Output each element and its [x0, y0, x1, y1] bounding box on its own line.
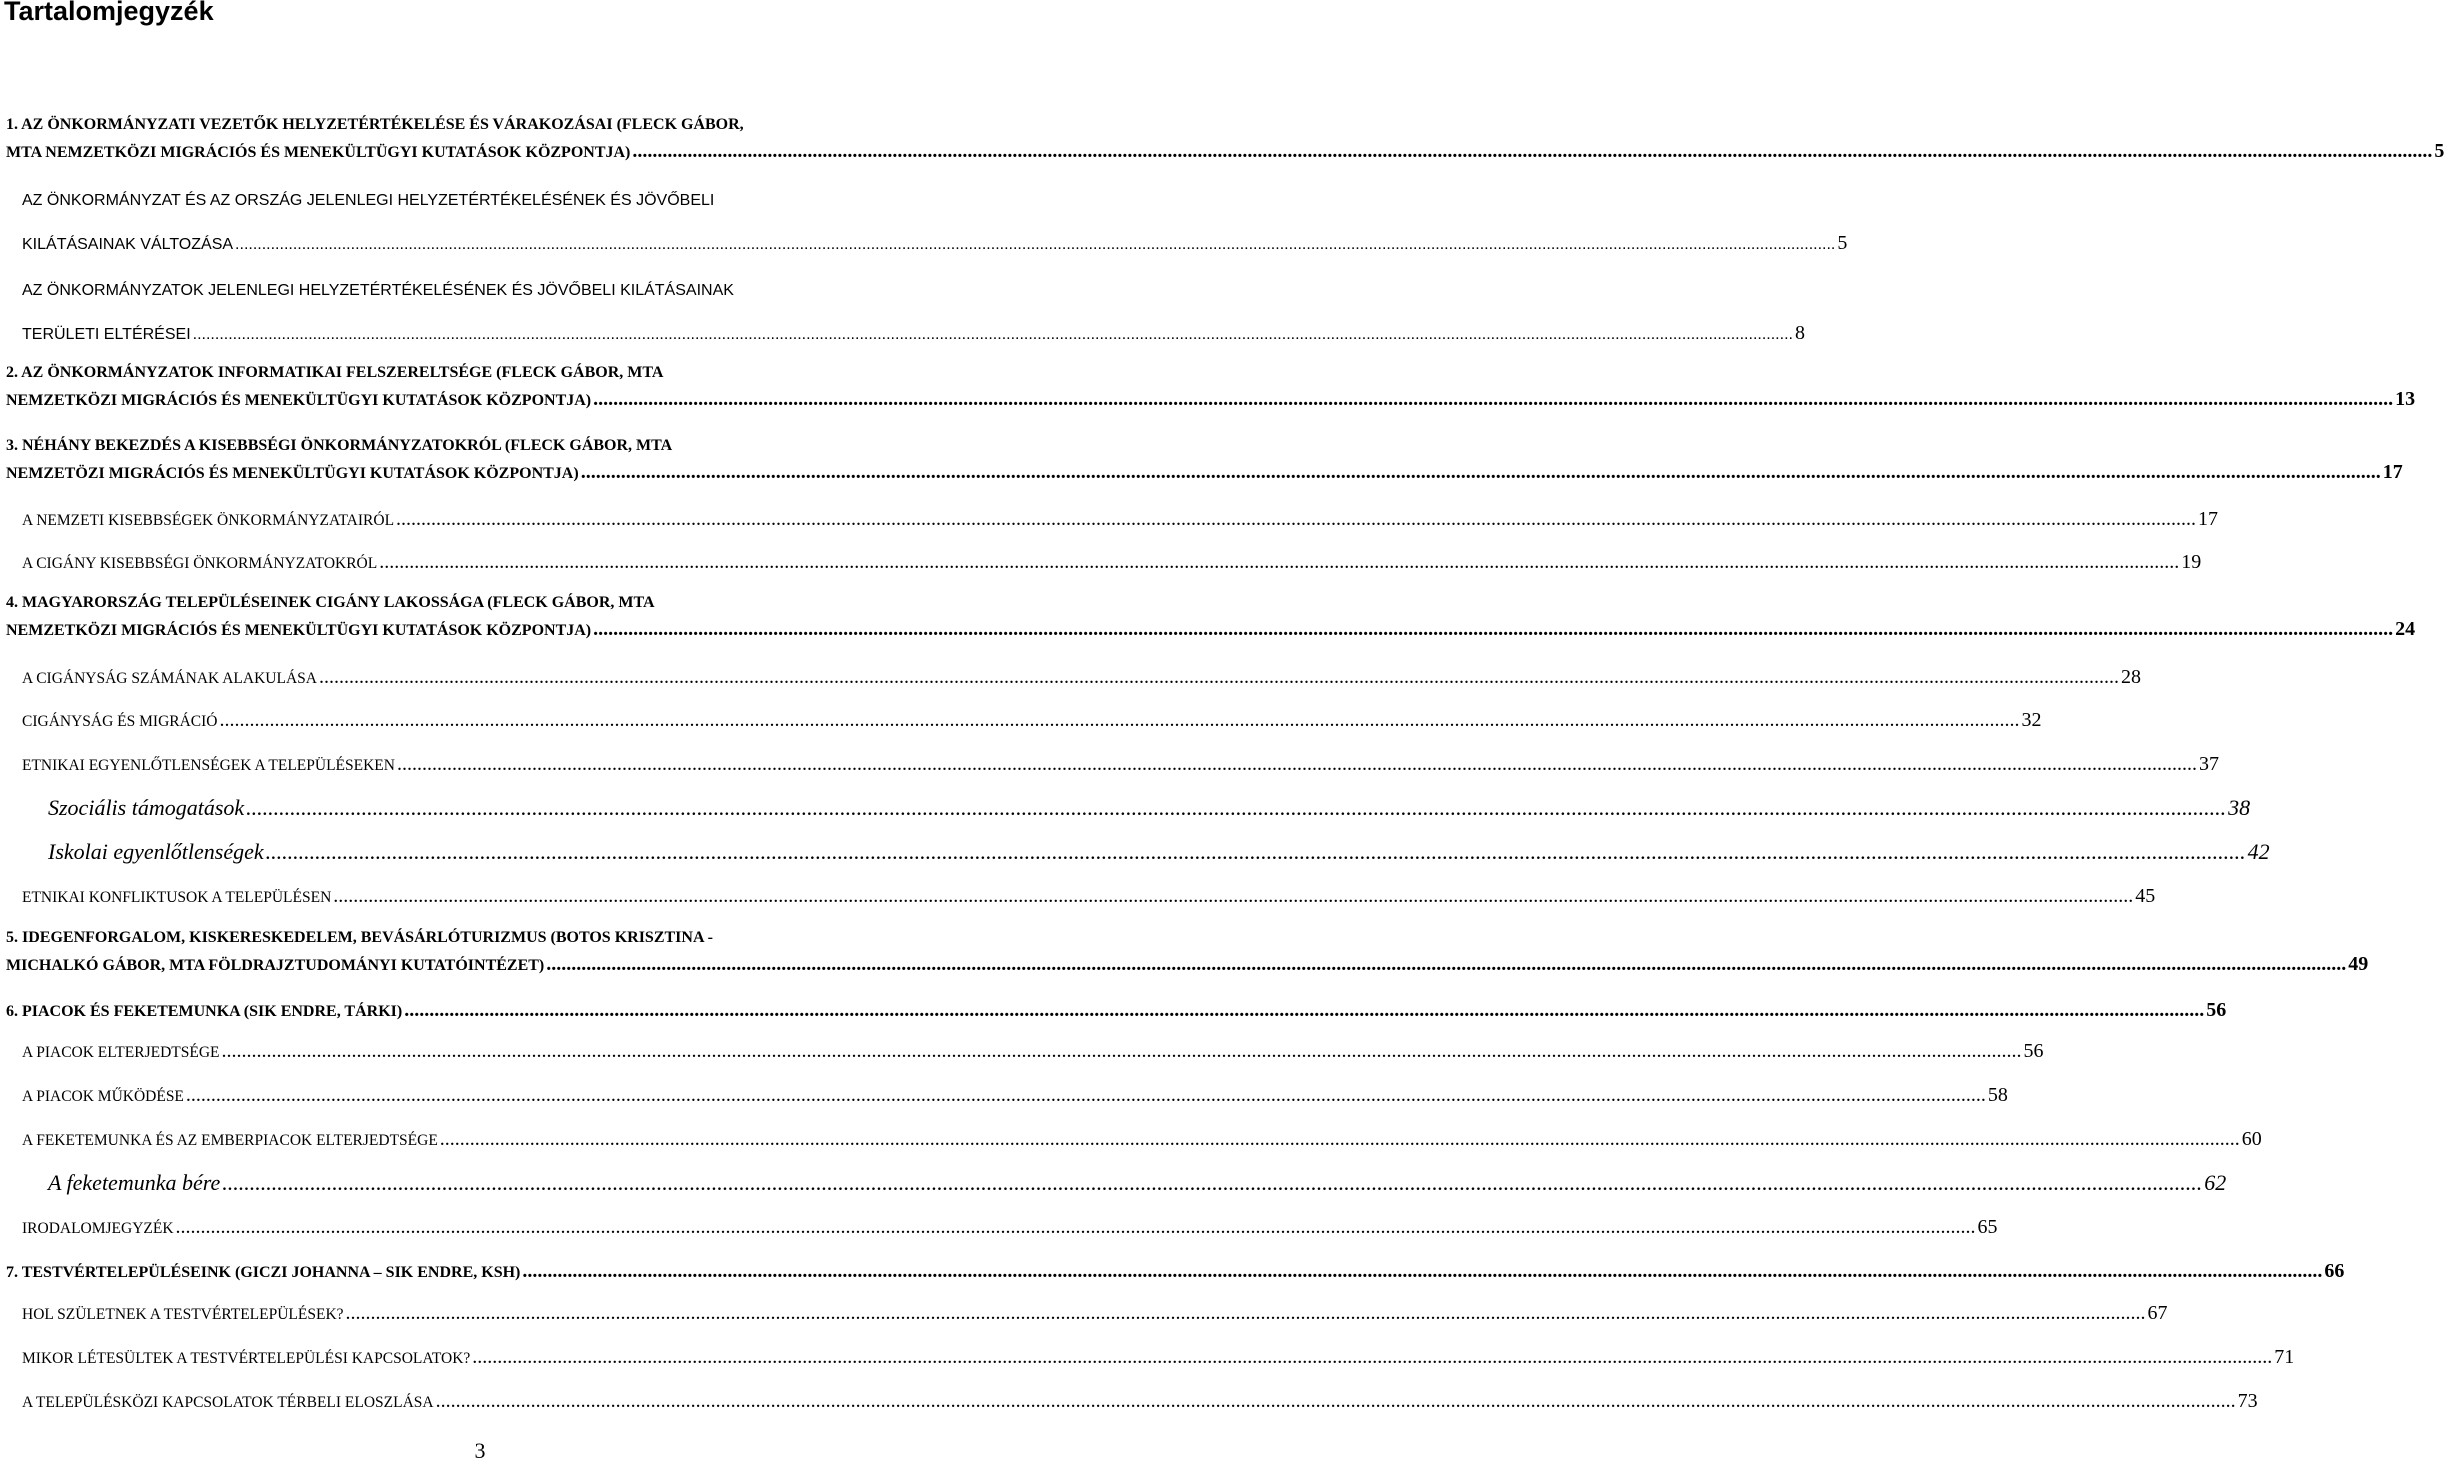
toc-entry-chapter-2[interactable]: [6, 364, 2416, 411]
toc-page-number: 28: [2120, 666, 2141, 688]
toc-page-number: 60: [2241, 1128, 2262, 1150]
toc-entry-text: HOL SZÜLETNEK A TESTVÉRTELEPÜLÉSEK?: [22, 1306, 344, 1323]
toc-entry-text: A NEMZETI KISEBBSÉGEK ÖNKORMÁNYZATAIRÓL: [22, 512, 395, 529]
toc-entry-chapter-5[interactable]: [6, 929, 2369, 976]
toc-page-number: 19: [2181, 551, 2202, 573]
toc-page-number: 32: [2021, 709, 2042, 731]
toc-leader-dots: [593, 618, 2393, 641]
toc-entry-text: A PIACOK MŰKÖDÉSE: [22, 1088, 184, 1105]
toc-entry-text: A CIGÁNYSÁG SZÁMÁNAK ALAKULÁSA: [22, 670, 317, 687]
toc-page-number: 67: [2147, 1302, 2168, 1324]
toc-entry-chapter-7[interactable]: [6, 1260, 2345, 1283]
toc-page-number: 56: [2206, 999, 2227, 1021]
toc-entry-section[interactable]: [22, 1040, 2044, 1063]
toc-entry-text-line1: AZ ÖNKORMÁNYZAT ÉS AZ ORSZÁG JELENLEGI HELYZETÉRTÉKELÉSÉNEK ÉS JÖVŐBELI: [22, 192, 715, 209]
toc-entry-chapter-4[interactable]: [6, 594, 2416, 641]
toc-leader-dots: [319, 666, 2119, 689]
toc-leader-dots: [396, 508, 2196, 531]
toc-entry-section[interactable]: [22, 885, 2156, 908]
toc-entry-section[interactable]: [22, 666, 2141, 689]
toc-page-number: 24: [2395, 618, 2416, 640]
toc-entry-text-line1: 3. NÉHÁNY BEKEZDÉS A KISEBBSÉGI ÖNKORMÁNYZATOKRÓL (FLECK GÁBOR, MTA: [6, 437, 673, 454]
toc-page-number: 49: [2348, 953, 2369, 975]
toc-leader-dots: [404, 999, 2204, 1022]
toc-entry-section[interactable]: [22, 1390, 2258, 1413]
toc-page-number: 65: [1977, 1216, 1998, 1238]
toc-leader-dots: [219, 709, 2019, 732]
toc-leader-dots: [379, 551, 2179, 574]
toc-entry-chapter-3[interactable]: [6, 437, 2403, 484]
toc-entry-text-line1: 5. IDEGENFORGALOM, KISKERESKEDELEM, BEVÁSÁRLÓTURIZMUS (BOTOS KRISZTINA -: [6, 929, 713, 946]
toc-entry-text: A TELEPÜLÉSKÖZI KAPCSOLATOK TÉRBELI ELOSZLÁSA: [22, 1394, 434, 1411]
toc-leader-dots: [440, 1128, 2240, 1151]
toc-entry-text: 7. TESTVÉRTELEPÜLÉSEINK (GICZI JOHANNA – SIK ENDRE, KSH): [6, 1264, 521, 1281]
toc-entry-text: Szociális támogatások: [48, 795, 245, 820]
toc-page-number: 66: [2324, 1260, 2345, 1282]
toc-page-number: 45: [2135, 885, 2156, 907]
toc-entry-text-line2: MICHALKÓ GÁBOR, MTA FÖLDRAJZTUDOMÁNYI KUTATÓINTÉZET): [6, 957, 545, 974]
toc-entry-section[interactable]: [22, 709, 2042, 732]
toc-leader-dots: [222, 1040, 2022, 1063]
toc-entry-text: 6. PIACOK ÉS FEKETEMUNKA (SIK ENDRE, TÁRKI): [6, 1003, 403, 1020]
toc-entry-subsection[interactable]: [48, 839, 2270, 865]
toc-entry-text-line2: NEMZETÖZI MIGRÁCIÓS ÉS MENEKÜLTÜGYI KUTATÁSOK KÖZPONTJA): [6, 465, 579, 482]
toc-leader-dots: [472, 1346, 2272, 1369]
toc-leader-dots: [522, 1260, 2322, 1283]
toc-entry-text-line2: KILÁTÁSAINAK VÁLTOZÁSA: [22, 236, 234, 253]
toc-leader-dots: [222, 1170, 2202, 1196]
toc-entry-subsection[interactable]: [48, 795, 2251, 821]
toc-leader-dots: [593, 388, 2393, 411]
page-title: Tartalomjegyzék: [4, 0, 214, 26]
toc-entry-text: IRODALOMJEGYZÉK: [22, 1220, 174, 1237]
toc-page-number: 17: [2382, 461, 2403, 483]
toc-entry-text-line2: NEMZETKÖZI MIGRÁCIÓS ÉS MENEKÜLTÜGYI KUTATÁSOK KÖZPONTJA): [6, 392, 592, 409]
toc-entry-section[interactable]: [22, 192, 1848, 255]
toc-entry-text-line2: NEMZETKÖZI MIGRÁCIÓS ÉS MENEKÜLTÜGYI KUTATÁSOK KÖZPONTJA): [6, 622, 592, 639]
toc-entry-text-line1: 1. AZ ÖNKORMÁNYZATI VEZETŐK HELYZETÉRTÉKELÉSE ÉS VÁRAKOZÁSAI (FLECK GÁBOR,: [6, 116, 744, 133]
toc-page-number: 5: [1837, 232, 1848, 254]
toc-leader-dots: [581, 461, 2381, 484]
toc-entry-chapter-1[interactable]: [6, 116, 2444, 163]
toc-leader-dots: [346, 1302, 2146, 1325]
toc-page-number: 62: [2204, 1170, 2227, 1195]
toc-entry-text: A PIACOK ELTERJEDTSÉGE: [22, 1044, 220, 1061]
toc-entry-section[interactable]: [22, 753, 2219, 776]
toc-entry-text-line2: TERÜLETI ELTÉRÉSEI: [22, 326, 191, 343]
toc-entry-text-line1: AZ ÖNKORMÁNYZATOK JELENLEGI HELYZETÉRTÉKELÉSÉNEK ÉS JÖVŐBELI KILÁTÁSAINAK: [22, 282, 734, 299]
toc-entry-section[interactable]: [22, 1084, 2008, 1107]
toc-entry-text: A FEKETEMUNKA ÉS AZ EMBERPIACOK ELTERJEDTSÉGE: [22, 1132, 438, 1149]
toc-entry-text: Iskolai egyenlőtlenségek: [48, 839, 264, 864]
toc-page-number: 38: [2228, 795, 2251, 820]
toc-entry-section[interactable]: [22, 551, 2202, 574]
toc-page-number: 8: [1794, 322, 1805, 344]
page-number: 3: [474, 1438, 486, 1463]
toc-page-number: 17: [2198, 508, 2219, 530]
toc-entry-text-line2: MTA NEMZETKÖZI MIGRÁCIÓS ÉS MENEKÜLTÜGYI KUTATÁSOK KÖZPONTJA): [6, 144, 631, 161]
toc-leader-dots: [176, 1216, 1976, 1239]
toc-entry-text: A CIGÁNY KISEBBSÉGI ÖNKORMÁNYZATOKRÓL: [22, 555, 378, 572]
toc-page-number: 73: [2237, 1390, 2258, 1412]
toc-entry-section[interactable]: [22, 282, 1805, 345]
toc-entry-section[interactable]: [22, 508, 2219, 531]
toc-leader-dots: [546, 953, 2346, 976]
toc-entry-section[interactable]: [22, 1128, 2262, 1151]
toc-leader-dots: [186, 1084, 1986, 1107]
toc-leader-dots: [246, 795, 2226, 821]
toc-page-number: 71: [2274, 1346, 2295, 1368]
toc-entry-text: A feketemunka bére: [48, 1170, 221, 1195]
toc-leader-dots: [632, 140, 2432, 163]
toc-page-number: 56: [2023, 1040, 2044, 1062]
toc-leader-dots: [436, 1390, 2236, 1413]
toc-entry-chapter-6[interactable]: [6, 999, 2227, 1022]
toc-entry-section[interactable]: [22, 1302, 2168, 1325]
toc-entry-section[interactable]: [22, 1216, 1998, 1239]
toc-leader-dots: [235, 236, 1835, 254]
toc-entry-text-line1: 2. AZ ÖNKORMÁNYZATOK INFORMATIKAI FELSZERELTSÉGE (FLECK GÁBOR, MTA: [6, 364, 664, 381]
toc-entry-subsection[interactable]: [48, 1170, 2227, 1196]
toc-entry-text-line1: 4. MAGYARORSZÁG TELEPÜLÉSEINEK CIGÁNY LAKOSSÁGA (FLECK GÁBOR, MTA: [6, 594, 655, 611]
toc-leader-dots: [333, 885, 2133, 908]
toc-leader-dots: [266, 839, 2246, 865]
toc-page-number: 37: [2198, 753, 2219, 775]
toc-page-number: 58: [1987, 1084, 2008, 1106]
toc-entry-text: CIGÁNYSÁG ÉS MIGRÁCIÓ: [22, 713, 218, 730]
toc-entry-text: MIKOR LÉTESÜLTEK A TESTVÉRTELEPÜLÉSI KAPCSOLATOK?: [22, 1350, 471, 1367]
toc-entry-section[interactable]: [22, 1346, 2295, 1369]
toc-leader-dots: [193, 326, 1793, 344]
toc-entry-text: ETNIKAI EGYENLŐTLENSÉGEK A TELEPÜLÉSEKEN: [22, 757, 395, 774]
toc-leader-dots: [397, 753, 2197, 776]
toc-page-number: 13: [2395, 388, 2416, 410]
toc-page-number: 5: [2434, 140, 2444, 162]
toc-entry-text: ETNIKAI KONFLIKTUSOK A TELEPÜLÉSEN: [22, 889, 332, 906]
toc-page-number: 42: [2247, 839, 2270, 864]
